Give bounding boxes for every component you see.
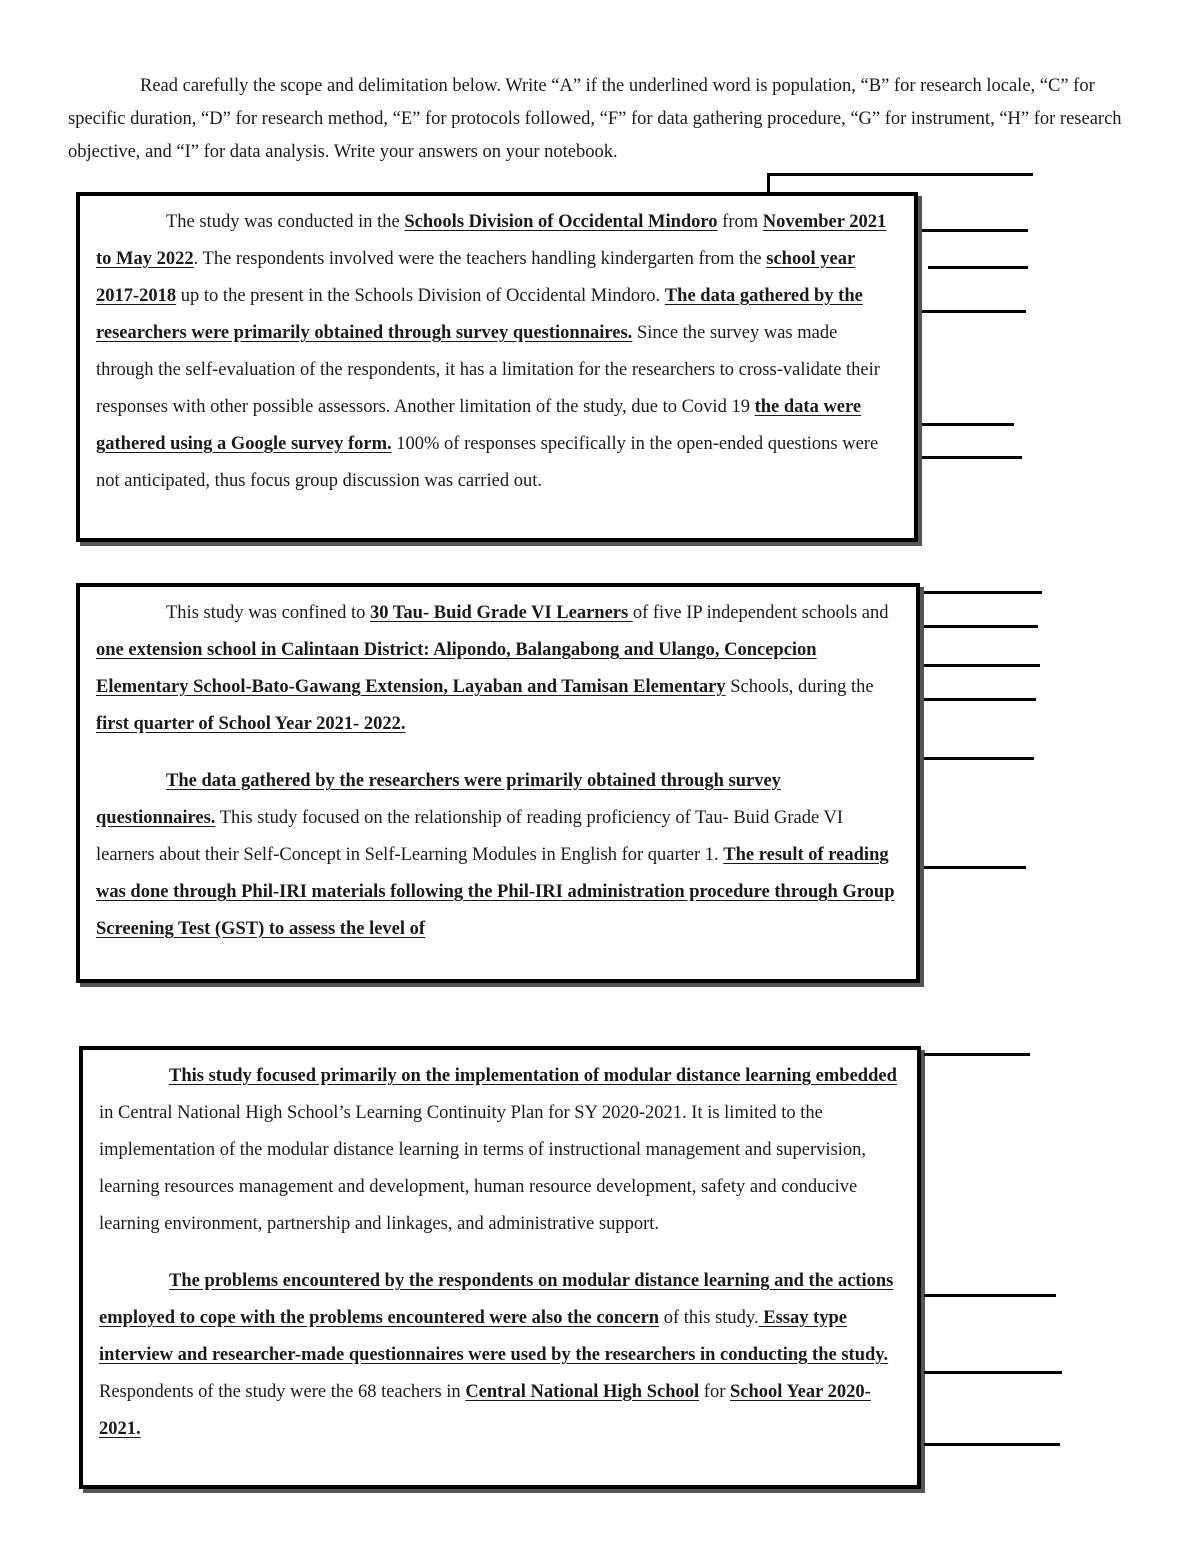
text-segment: of this study. xyxy=(659,1308,759,1328)
underlined-locale: one extension school in Calintaan District: Alipondo, Balangabong and Ulango, Concepcion Elementary School-Bato-Gawang Extension, Layaban and Tamisan Elementary xyxy=(96,640,817,697)
text-segment: from xyxy=(717,212,763,232)
passage-2-text-b xyxy=(96,763,900,948)
instructions-text: Read carefully the scope and delimitation below. Write “A” if the underlined word is population, “B” for research locale, “C” for specific duration, “D” for research method, “E” for protocols followed, “F” for data gathering procedure, “G” for instrument, “H” for research objective, and “I” for data analysis. Write your answers on your notebook. xyxy=(68,76,1122,162)
passage-box-3 xyxy=(79,1046,921,1489)
answer-line xyxy=(922,456,1022,459)
passage-3-text-b xyxy=(99,1263,901,1448)
underlined-objective: This study focused primarily on the implementation of modular distance learning embedded xyxy=(169,1066,897,1086)
underlined-duration: School Year 2020-2021. xyxy=(99,1382,871,1439)
underlined-school-year: school year 2017-2018 xyxy=(96,249,856,306)
underlined-duration: November 2021 to May 2022 xyxy=(96,212,887,269)
text-segment: up to the present in the Schools Division of Occidental Mindoro. xyxy=(176,286,665,306)
text-segment: in Central National High School’s Learning Continuity Plan for SY 2020-2021. It is limited to the implementation of the modular distance learning in terms of instructional management and supervision, learning resources management and development, human resource development, safety and conducive learning environment, partnership and linkages, and administrative support. xyxy=(99,1103,867,1234)
underlined-duration: first quarter of School Year 2021- 2022. xyxy=(96,714,406,734)
underlined-method: The data gathered by the researchers were primarily obtained through survey questionnaires. xyxy=(96,771,781,828)
text-segment: The study was conducted in the xyxy=(166,212,405,232)
answer-line xyxy=(924,757,1034,760)
underlined-instrument: the data were gathered using a Google survey form. xyxy=(96,397,862,454)
underlined-locale: Central National High School xyxy=(465,1382,700,1402)
text-segment: This study was confined to xyxy=(166,603,370,623)
answer-line xyxy=(924,1053,1030,1056)
text-segment: This study focused on the relationship of reading proficiency of Tau- Buid Grade VI learners about their Self-Concept in Self-Learning Modules in English for quarter 1. xyxy=(96,808,843,865)
answer-line xyxy=(924,1371,1062,1374)
answer-line xyxy=(767,173,1033,176)
answer-line-connector xyxy=(767,173,770,193)
answer-line xyxy=(924,591,1042,594)
text-segment: 100% of responses specifically in the open-ended questions were not anticipated, thus focus group discussion was carried out. xyxy=(96,434,879,491)
answer-line xyxy=(924,698,1036,701)
text-segment: for xyxy=(699,1382,730,1402)
answer-line xyxy=(924,664,1040,667)
underlined-population: 30 Tau- Buid Grade VI Learners xyxy=(370,603,633,623)
underlined-procedure: The result of reading was done through Phil-IRI materials following the Phil-IRI administration procedure through Group Screening Test (GST) to assess the level of xyxy=(96,845,895,939)
answer-line xyxy=(924,1294,1056,1297)
underlined-instrument: Essay type interview and researcher-made questionnaires were used by the researchers in conducting the study. xyxy=(99,1308,889,1365)
answer-line xyxy=(928,266,1028,269)
text-segment: . The respondents involved were the teachers handling kindergarten from the xyxy=(193,249,767,269)
underlined-research-locale: Schools Division of Occidental Mindoro xyxy=(404,212,718,232)
answer-line xyxy=(924,866,1026,869)
passage-box-1 xyxy=(76,192,918,542)
text-segment: Respondents of the study were the 68 teachers in xyxy=(99,1382,466,1402)
answer-line xyxy=(922,310,1026,313)
answer-line xyxy=(922,423,1014,426)
passage-3-text-a xyxy=(99,1058,901,1243)
passage-box-2 xyxy=(76,583,920,983)
underlined-method: The data gathered by the researchers were primarily obtained through survey questionnaires. xyxy=(96,286,863,343)
answer-line xyxy=(922,229,1028,232)
underlined-objective-2: The problems encountered by the respondents on modular distance learning and the actions employed to cope with the problems encountered were also the concern xyxy=(99,1271,894,1328)
text-segment: of five IP independent schools and xyxy=(632,603,889,623)
text-segment: Schools, during the xyxy=(725,677,874,697)
text-segment: Since the survey was made through the self-evaluation of the respondents, it has a limitation for the researchers to cross-validate their responses with other possible assessors. Another limitation of the study, due to Covid 19 xyxy=(96,323,880,417)
answer-line xyxy=(924,1443,1060,1446)
answer-line xyxy=(924,625,1038,628)
passage-2-text-a xyxy=(96,595,900,743)
instructions-paragraph xyxy=(68,70,1138,169)
passage-1-text xyxy=(96,204,898,500)
